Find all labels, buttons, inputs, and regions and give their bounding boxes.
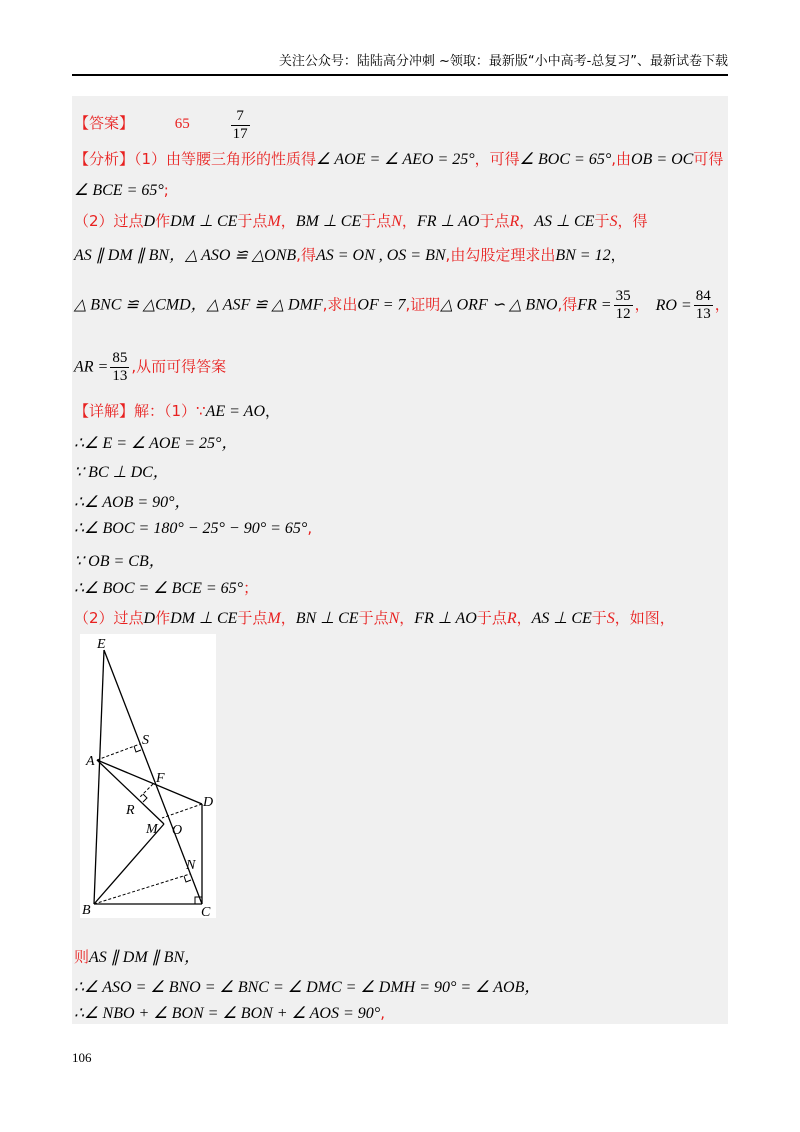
detail-line-2 <box>74 430 237 453</box>
dashed-AS <box>97 744 140 760</box>
analysis-text: ,求出 <box>322 295 358 314</box>
math-expr: OB = OC <box>631 151 694 168</box>
analysis-text: ,证明 <box>405 295 441 314</box>
analysis-text: ，可得 <box>474 150 520 168</box>
label-N: N <box>186 858 196 873</box>
label-B: B <box>82 903 91 918</box>
analysis-text: ， <box>519 212 535 230</box>
detail-line-10 <box>74 974 540 997</box>
analysis-text: ; <box>163 181 169 199</box>
analysis-text: （1）由等腰三角形的性质得 <box>134 150 317 168</box>
detail-line-3 <box>74 459 169 482</box>
analysis-text: ,由 <box>611 150 631 168</box>
detail-label: 【详解】 <box>74 402 135 420</box>
math-expr: BN = 12 <box>555 247 611 264</box>
right-angle-N <box>184 876 191 882</box>
dashed-FR <box>140 784 153 797</box>
math-expr: N <box>391 213 402 230</box>
analysis-label: 【分析】 <box>74 150 135 168</box>
dashed-BN <box>94 874 190 904</box>
detail-line-6 <box>74 548 165 571</box>
detail-text: 于点 <box>476 609 507 627</box>
fraction-numerator: 84 <box>695 288 711 304</box>
math-expr: BN ⊥ CE <box>295 610 359 627</box>
math-expr: AE = AO <box>205 403 265 420</box>
math-expr: AS ⊥ CE <box>531 610 592 627</box>
analysis-text: ，得 <box>617 212 648 230</box>
math-expr: D <box>143 213 156 230</box>
label-C: C <box>201 905 211 918</box>
math-expr: ∴∠ AOB = 90°， <box>74 494 191 511</box>
detail-line-8 <box>74 607 675 628</box>
math-expr: ∵ OB = CB， <box>74 553 165 570</box>
math-expr: ∠ BOC = 65° <box>519 151 612 168</box>
fraction-denominator: 12 <box>615 306 631 322</box>
math-expr: ∴∠ ASO = ∠ BNO = ∠ BNC = ∠ DMC = ∠ DMH = 90° = ∠ AOB， <box>74 979 541 996</box>
analysis-line-5 <box>74 288 730 323</box>
math-expr: DM ⊥ CE <box>170 213 238 230</box>
analysis-line-2 <box>74 180 169 200</box>
analysis-text: ,从而可得答案 <box>131 357 227 376</box>
analysis-text: ,得 <box>296 246 316 264</box>
math-expr: M <box>267 213 281 230</box>
right-angle-R <box>143 794 147 802</box>
detail-text: ， <box>399 609 415 627</box>
math-expr: FR ⊥ AO <box>414 610 477 627</box>
math-expr: BM ⊥ CE <box>295 213 362 230</box>
detail-text: 解：（1）∵ <box>134 402 206 420</box>
label-O: O <box>172 823 183 838</box>
math-expr: ∴∠ BOC = ∠ BCE = 65° <box>74 580 244 597</box>
detail-text: ， <box>516 609 532 627</box>
math-expr: M <box>267 610 281 627</box>
math-expr: AS = ON , OS = BN <box>315 247 446 264</box>
fraction-ar <box>110 350 129 385</box>
math-expr: AS ∥ DM ∥ BN， <box>89 949 201 966</box>
detail-text: 于点 <box>237 609 268 627</box>
analysis-text: ， <box>714 295 730 314</box>
detail-text: ； <box>243 579 259 597</box>
analysis-text: 于点 <box>361 212 392 230</box>
detail-text: （2）过点 <box>74 609 144 627</box>
math-expr: FR = <box>577 296 612 314</box>
dashed-DM <box>162 804 202 818</box>
analysis-text: （2）过点 <box>74 212 144 230</box>
math-expr: ，△ ASF ≌ △ DMF <box>190 296 323 314</box>
analysis-text: ， <box>610 246 626 264</box>
math-expr: ∵ BC ⊥ DC， <box>74 464 169 481</box>
detail-text: , <box>307 519 313 537</box>
segment-EB <box>94 650 104 904</box>
math-expr: ∴∠ BOC = 180° − 25° − 90° = 65° <box>74 520 308 537</box>
detail-text: ， <box>280 609 296 627</box>
math-expr: OF = 7 <box>357 296 406 314</box>
label-D: D <box>203 795 214 810</box>
page-number: 106 <box>72 1050 92 1065</box>
analysis-text: 于点 <box>237 212 268 230</box>
answer-label: 【答案】 <box>74 114 135 132</box>
label-R: R <box>126 803 135 818</box>
detail-line-5 <box>74 518 312 538</box>
page-header: 关注公众号：陆陆高分冲刺 ~领取：最新版“小中高考-总复习”、最新试卷下载 <box>72 52 728 76</box>
math-expr: N <box>388 610 400 627</box>
analysis-text: 可得 <box>693 150 724 168</box>
analysis-text: ,由勾股定理求出 <box>445 246 556 264</box>
detail-text: 则 <box>74 948 90 966</box>
analysis-text: 作 <box>155 212 171 230</box>
detail-line-4 <box>74 489 191 512</box>
math-expr: RO = <box>655 296 692 314</box>
analysis-text: ,得 <box>557 295 578 314</box>
analysis-line-6 <box>74 350 226 385</box>
math-expr: AS ∥ DM ∥ BN <box>74 247 170 264</box>
label-A: A <box>86 754 95 769</box>
math-expr: R <box>509 213 520 230</box>
detail-line-7 <box>74 577 258 598</box>
answer-line <box>74 108 252 143</box>
answer-fraction <box>231 108 250 143</box>
math-expr: ∴∠ E = ∠ AOE = 25°， <box>74 435 238 452</box>
fraction-denominator: 13 <box>112 368 128 384</box>
analysis-text: ， <box>280 212 296 230</box>
analysis-text: ， <box>401 212 417 230</box>
math-expr: AS ⊥ CE <box>534 213 595 230</box>
analysis-text: ， <box>634 295 650 314</box>
math-expr: R <box>506 610 517 627</box>
math-expr: S <box>606 610 615 627</box>
detail-line-9 <box>74 944 200 967</box>
right-angle-S <box>134 746 141 752</box>
math-expr: ，△ ASO ≌ △ONB <box>169 247 297 264</box>
math-expr: △ ORF ∽ △ BNO <box>440 296 558 314</box>
answer-value-1: 65 <box>174 116 190 132</box>
detail-text: 于点 <box>358 609 389 627</box>
label-F: F <box>156 771 165 786</box>
detail-text: ，如图， <box>614 609 675 627</box>
math-expr: FR ⊥ AO <box>416 213 480 230</box>
answer-fraction-denominator: 17 <box>232 126 248 142</box>
fraction-numerator: 85 <box>112 350 128 366</box>
answer-fraction-numerator: 7 <box>231 108 250 126</box>
detail-line-1 <box>74 400 280 421</box>
math-expr: ∴∠ NBO + ∠ BON = ∠ BON + ∠ AOS = 90° <box>74 1005 381 1022</box>
fraction-fr <box>614 288 633 323</box>
detail-text: 于 <box>591 609 607 627</box>
math-expr: ∠ BCE = 65° <box>74 182 164 199</box>
math-expr: DM ⊥ CE <box>170 610 238 627</box>
analysis-text: 于点 <box>479 212 510 230</box>
label-S: S <box>142 733 149 748</box>
geometry-figure <box>80 634 216 918</box>
label-M: M <box>146 822 158 837</box>
detail-text: ， <box>265 402 281 420</box>
fraction-denominator: 13 <box>695 306 711 322</box>
detail-text: 作 <box>155 609 171 627</box>
math-expr: S <box>609 213 618 230</box>
math-expr: ∠ AOE = ∠ AEO = 25° <box>316 151 475 168</box>
analysis-text: 于 <box>594 212 610 230</box>
math-expr: D <box>143 610 156 627</box>
analysis-line-3 <box>74 210 647 231</box>
detail-text: , <box>380 1004 385 1022</box>
fraction-numerator: 35 <box>615 288 631 304</box>
math-expr: △ BNC ≌ △CMD <box>74 296 191 314</box>
analysis-line-4 <box>74 242 626 265</box>
detail-line-11 <box>74 1003 385 1023</box>
label-E: E <box>97 637 106 652</box>
analysis-line-1 <box>74 148 723 169</box>
fraction-ro <box>694 288 713 323</box>
geometry-svg <box>80 634 216 918</box>
math-expr: AR = <box>74 358 109 376</box>
